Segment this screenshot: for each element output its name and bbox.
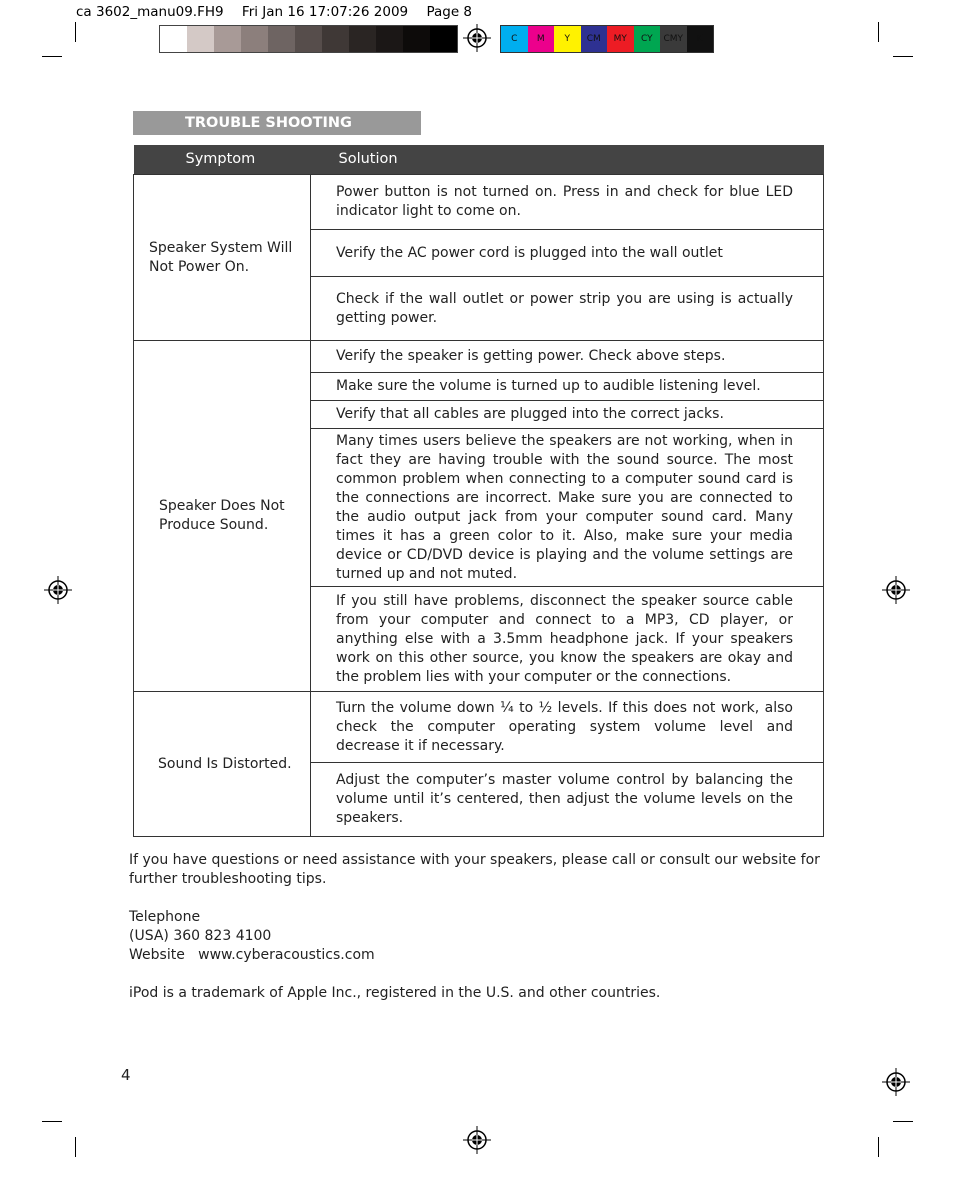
slug-date: Fri Jan 16 17:07:26 2009 [241, 4, 409, 20]
gray-swatch [187, 26, 214, 52]
table-row [134, 341, 824, 373]
crop-mark [878, 22, 879, 42]
symptom-cell: Speaker Does Not Produce Sound. [134, 341, 311, 692]
gray-swatch [430, 26, 457, 52]
color-swatch: CMY [660, 26, 687, 52]
color-swatch: K [687, 26, 714, 52]
color-swatch: CY [634, 26, 661, 52]
solution-cell: If you still have problems, disconnect the speaker source cable from your computer and connect to a MP3, CD player, or anything else with a 3.5mm headphone jack. If your speakers work on this other source, you know the speakers are okay and the problem lies with your computer or the connections. [311, 587, 824, 692]
registration-mark-icon [44, 576, 72, 604]
gray-swatch [322, 26, 349, 52]
crop-mark [75, 22, 76, 42]
solution-cell: Verify the speaker is getting power. Check above steps. [311, 341, 824, 373]
crop-mark [42, 1121, 62, 1122]
telephone-number: (USA) 360 823 4100 [129, 928, 272, 944]
solution-cell: Turn the volume down ¼ to ½ levels. If this does not work, also check the computer operating system volume level and decrease it if necessary. [311, 692, 824, 763]
gray-swatch [349, 26, 376, 52]
registration-mark-icon [463, 1126, 491, 1154]
telephone-label: Telephone [129, 909, 201, 925]
solution-cell: Check if the wall outlet or power strip you are using is actually getting power. [311, 277, 824, 341]
registration-mark-icon [463, 24, 491, 52]
crop-mark [878, 1137, 879, 1157]
gray-swatch [268, 26, 295, 52]
solution-cell: Verify that all cables are plugged into the correct jacks. [311, 401, 824, 429]
slug-page: Page 8 [426, 4, 472, 20]
gray-swatch [160, 26, 187, 52]
registration-mark-icon [882, 1068, 910, 1096]
symptom-cell: Speaker System Will Not Power On. [134, 175, 311, 341]
registration-mark-icon [882, 576, 910, 604]
slug-filename: ca 3602_manu09.FH9 [76, 4, 224, 20]
solution-cell: Many times users believe the speakers are not working, when in fact they are having trouble with the sound source. The most common problem when connecting to a computer sound card is the connections are incorrect. Make sure you are connected to the audio output jack from your computer sound card. Many times it has a green color to it. Also, make sure your media device or CD/DVD device is playing and the volume settings are turned up and not muted. [311, 429, 824, 587]
page-number: 4 [121, 1066, 131, 1084]
color-swatch: CM [581, 26, 608, 52]
color-swatch: MY [607, 26, 634, 52]
color-swatch: Y [554, 26, 581, 52]
table-row [134, 692, 824, 763]
section-title: TROUBLE SHOOTING [133, 111, 421, 135]
color-swatch: C [501, 26, 528, 52]
help-paragraph: If you have questions or need assistance with your speakers, please call or consult our website for further troubleshooting tips. [129, 852, 820, 887]
print-slug [76, 4, 486, 20]
color-swatch: M [528, 26, 555, 52]
crop-mark [893, 56, 913, 57]
gray-swatch [403, 26, 430, 52]
grayscale-color-bar [159, 25, 458, 53]
gray-swatch [376, 26, 403, 52]
table-row [134, 175, 824, 230]
process-color-bar [500, 25, 714, 53]
crop-mark [75, 1137, 76, 1157]
solution-cell: Adjust the computer’s master volume control by balancing the volume until it’s centered, then adjust the volume levels on the speakers. [311, 763, 824, 837]
column-header-solution: Solution [311, 145, 824, 175]
gray-swatch [241, 26, 268, 52]
website-line: Website www.cyberacoustics.com [129, 947, 375, 963]
troubleshooting-table [133, 145, 824, 837]
contact-info [129, 851, 829, 1003]
solution-cell: Power button is not turned on. Press in and check for blue LED indicator light to come on. [311, 175, 824, 230]
column-header-symptom: Symptom [134, 145, 311, 175]
table-header-row [134, 145, 824, 175]
trademark-notice: iPod is a trademark of Apple Inc., registered in the U.S. and other countries. [129, 985, 661, 1001]
solution-cell: Verify the AC power cord is plugged into the wall outlet [311, 230, 824, 277]
symptom-cell: Sound Is Distorted. [134, 692, 311, 837]
gray-swatch [214, 26, 241, 52]
crop-mark [42, 56, 62, 57]
crop-mark [893, 1121, 913, 1122]
solution-cell: Make sure the volume is turned up to audible listening level. [311, 373, 824, 401]
gray-swatch [295, 26, 322, 52]
